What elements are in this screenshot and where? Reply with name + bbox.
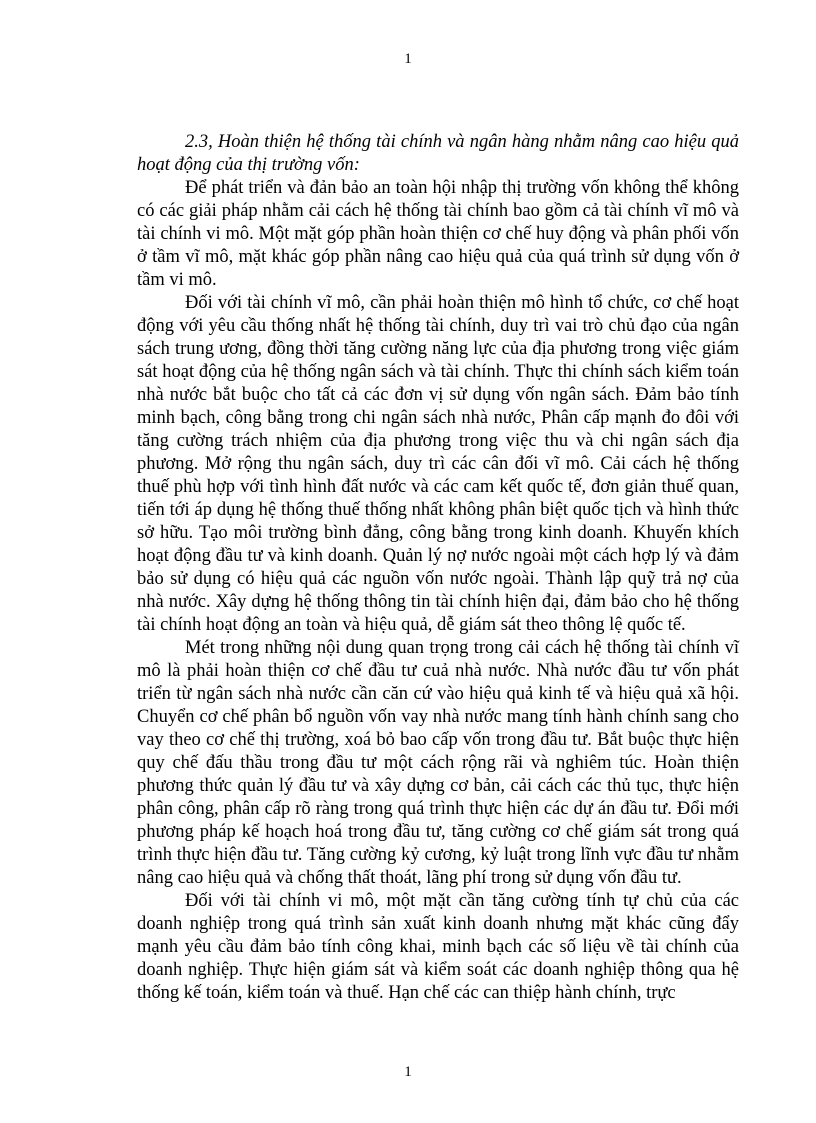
footer-page-number: 1 — [404, 1064, 412, 1080]
paragraph-4: Đối với tài chính vi mô, một mặt cần tăng cường tính tự chủ của các doanh nghiệp trong quá trình sản xuất kinh doanh nhưng mặt khác cũng đẩy mạnh yêu cầu đảm bảo tính công khai, minh bạch các số liệu về tài chính của doanh nghiệp. Thực hiện giám sát và kiểm soát các doanh nghiệp thông qua hệ thống kế toán, kiểm toán và thuế. Hạn chế các can thiệp hành chính, trực — [137, 891, 739, 1003]
document-body — [137, 131, 739, 1005]
section-heading: 2.3, Hoàn thiện hệ thống tài chính và ngân hàng nhằm nâng cao hiệu quả hoạt động của thị trường vốn: — [137, 132, 739, 175]
header-page-number: 1 — [404, 51, 412, 67]
paragraph-3: Mét trong những nội dung quan trọng trong cải cách hệ thống tài chính vĩ mô là phải hoàn thiện cơ chế đầu tư cuả nhà nước. Nhà nước đầu tư vốn phát triển từ ngân sách nhà nước cần căn cứ vào hiệu quả kinh tế và hiệu quả xã hội. Chuyển cơ chế phân bổ nguồn vốn vay nhà nước mang tính hành chính sang cho vay theo cơ chế thị trường, xoá bỏ bao cấp vốn trong đầu tư. Bắt buộc thực hiện quy chế đấu thầu trong đầu tư một cách rộng rãi và nghiêm túc. Hoàn thiện phương thức quản lý đầu tư và xây dựng cơ bản, cải cách các thủ tục, thực hiện phân công, phân cấp rõ ràng trong quá trình thực hiện các dự án đầu tư. Đổi mới phương pháp kế hoạch hoá trong đầu tư, tăng cường cơ chế giám sát trong quá trình thực hiện đầu tư. Tăng cường kỷ cương, kỷ luật trong lĩnh vực đầu tư nhằm nâng cao hiệu quả và chống thất thoát, lãng phí trong sử dụng vốn đầu tư. — [137, 638, 739, 888]
paragraph-1: Để phát triển và đản bảo an toàn hội nhập thị trường vốn không thể không có các giải pháp nhằm cải cách hệ thống tài chính bao gồm cả tài chính vĩ mô và tài chính vi mô. Một mặt góp phần hoàn thiện cơ chế huy động và phân phối vốn ở tầm vĩ mô, mặt khác góp phần nâng cao hiệu quả của quá trình sử dụng vốn ở tầm vi mô. — [137, 178, 739, 290]
paragraph-2: Đối với tài chính vĩ mô, cần phải hoàn thiện mô hình tổ chức, cơ chế hoạt động với yêu cầu thống nhất hệ thống tài chính, duy trì vai trò chủ đạo của ngân sách trung ương, đồng thời tăng cường năng lực của địa phương trong việc giám sát hoạt động của hệ thống ngân sách và tài chính. Thực thi chính sách kiểm toán nhà nước bắt buộc cho tất cả các đơn vị sử dụng vốn ngân sách. Đảm bảo tính minh bạch, công bằng trong chi ngân sách nhà nước, Phân cấp mạnh đo đôi với tăng cường trách nhiệm của địa phương trong việc thu và chi ngân sách địa phương. Mở rộng thu ngân sách, duy trì các cân đối vĩ mô. Cải cách hệ thống thuế phù hợp với tình hình đất nước và các cam kết quốc tế, đơn giản thuế quan, tiến tới áp dụng hệ thống thuế thống nhất không phân biệt quốc tịch và hình thức sở hữu. Tạo môi trường bình đẳng, công bằng trong kinh doanh. Khuyến khích hoạt động đầu tư và kinh doanh. Quản lý nợ nước ngoài một cách hợp lý và đảm bảo sử dụng có hiệu quả các nguồn vốn nước ngoài. Thành lập quỹ trả nợ của nhà nước. Xây dựng hệ thống thông tin tài chính hiện đại, đảm bảo cho hệ thống tài chính hoạt động an toàn và hiệu quả, dễ giám sát theo thông lệ quốc tế. — [137, 293, 739, 635]
